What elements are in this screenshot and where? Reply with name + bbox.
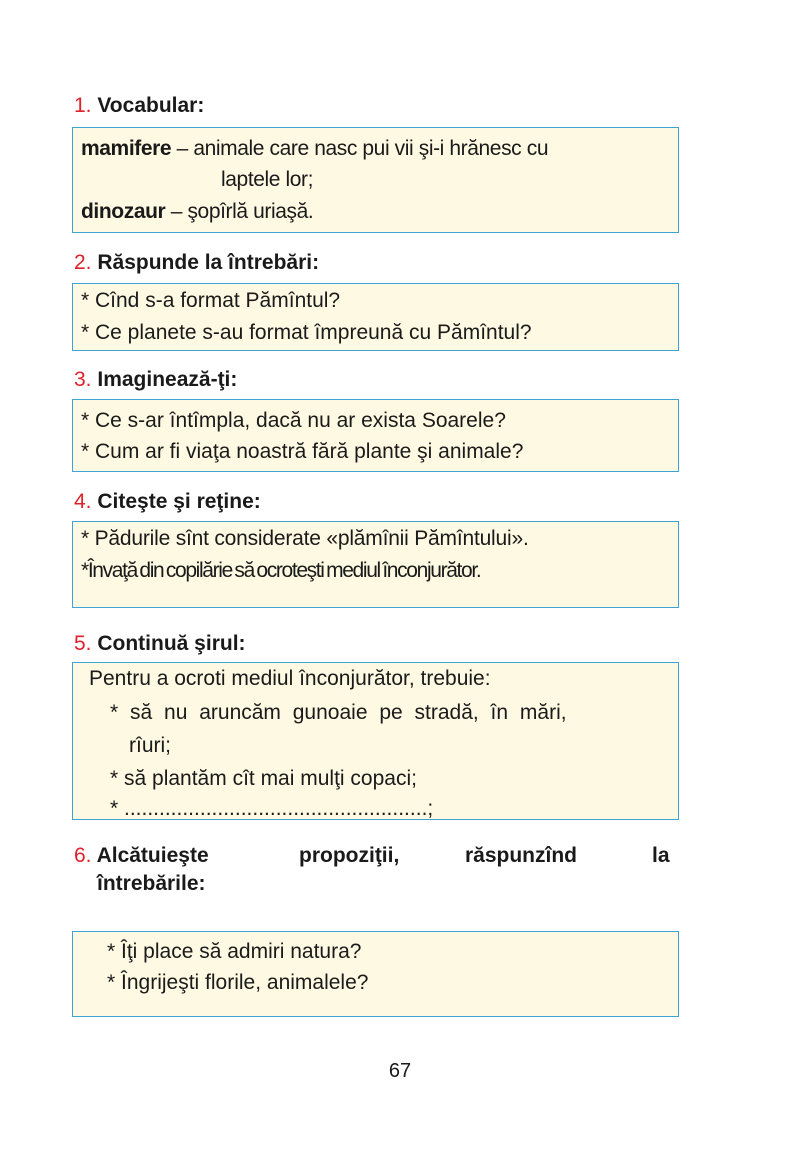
questions-box (72, 283, 679, 351)
list-item: * Cum ar fi viaţa noastră fără plante şi animale? (81, 440, 524, 463)
questions-box (72, 931, 679, 1017)
section-number: 1. (74, 94, 92, 117)
imagine-box (72, 399, 679, 472)
section-title-line2: întrebările: (97, 872, 206, 895)
term-dinozaur: dinozaur (81, 200, 166, 223)
section-title-text: Răspunde la întrebări: (97, 251, 320, 274)
section-4-title (74, 489, 261, 515)
section-title-text: Citeşte şi reţine: (97, 490, 261, 513)
section-title-word: răspunzînd (465, 844, 578, 867)
definition-dinozaur (81, 199, 313, 225)
section-title-text: Vocabular: (97, 94, 205, 117)
list-item: *Învaţă din copilărie să ocroteşti mediul înconjurător. (81, 559, 481, 582)
list-item: * ....................................................; (110, 797, 434, 820)
section-title-word: la (652, 844, 670, 867)
continue-box (72, 662, 679, 820)
definition-continuation: laptele lor; (221, 168, 314, 191)
section-1-title (74, 93, 204, 119)
definition-text: – animale care nasc pui vii şi-i hrănesc cu (171, 137, 549, 160)
section-title-word: Alcătuieşte (96, 844, 209, 867)
section-title-text: Continuă şirul: (97, 632, 246, 655)
section-3-title (74, 367, 237, 393)
definition-text: – şopîrlă uriaşă. (165, 200, 314, 223)
continue-intro: Pentru a ocroti mediul înconjurător, trebuie: (89, 667, 491, 690)
term-mamifere: mamifere (81, 137, 172, 160)
list-item: * Ce s-ar întîmpla, dacă nu ar exista Soarele? (81, 409, 506, 432)
list-item: * Îngrijeşti florile, animalele? (107, 971, 369, 994)
section-number: 4. (74, 490, 92, 513)
section-2-title (74, 250, 319, 276)
section-6-title (74, 843, 209, 869)
list-item-continuation: rîuri; (129, 734, 171, 757)
list-item: * să plantăm cît mai mulţi copaci; (110, 767, 417, 790)
section-number: 2. (74, 251, 92, 274)
list-item: * să nu aruncăm gunoaie pe stradă, în mări, (110, 701, 567, 724)
vocabulary-box (72, 127, 679, 233)
section-title-word: propoziţii, (299, 844, 400, 867)
section-number: 5. (74, 632, 92, 655)
page-number: 67 (388, 1060, 412, 1082)
list-item: * Pădurile sînt considerate «plămînii Pămîntului». (81, 527, 529, 550)
read-remember-box (72, 521, 679, 608)
section-title-text: Imaginează-ţi: (97, 368, 238, 391)
section-5-title (74, 631, 246, 657)
section-number: 6. (74, 844, 92, 867)
section-number: 3. (74, 368, 92, 391)
list-item: * Ce planete s-au format împreună cu Pămîntul? (81, 321, 532, 344)
definition-mamifere (81, 136, 548, 162)
list-item: * Îţi place să admiri natura? (107, 940, 362, 963)
list-item: * Cînd s-a format Pămîntul? (81, 289, 341, 312)
